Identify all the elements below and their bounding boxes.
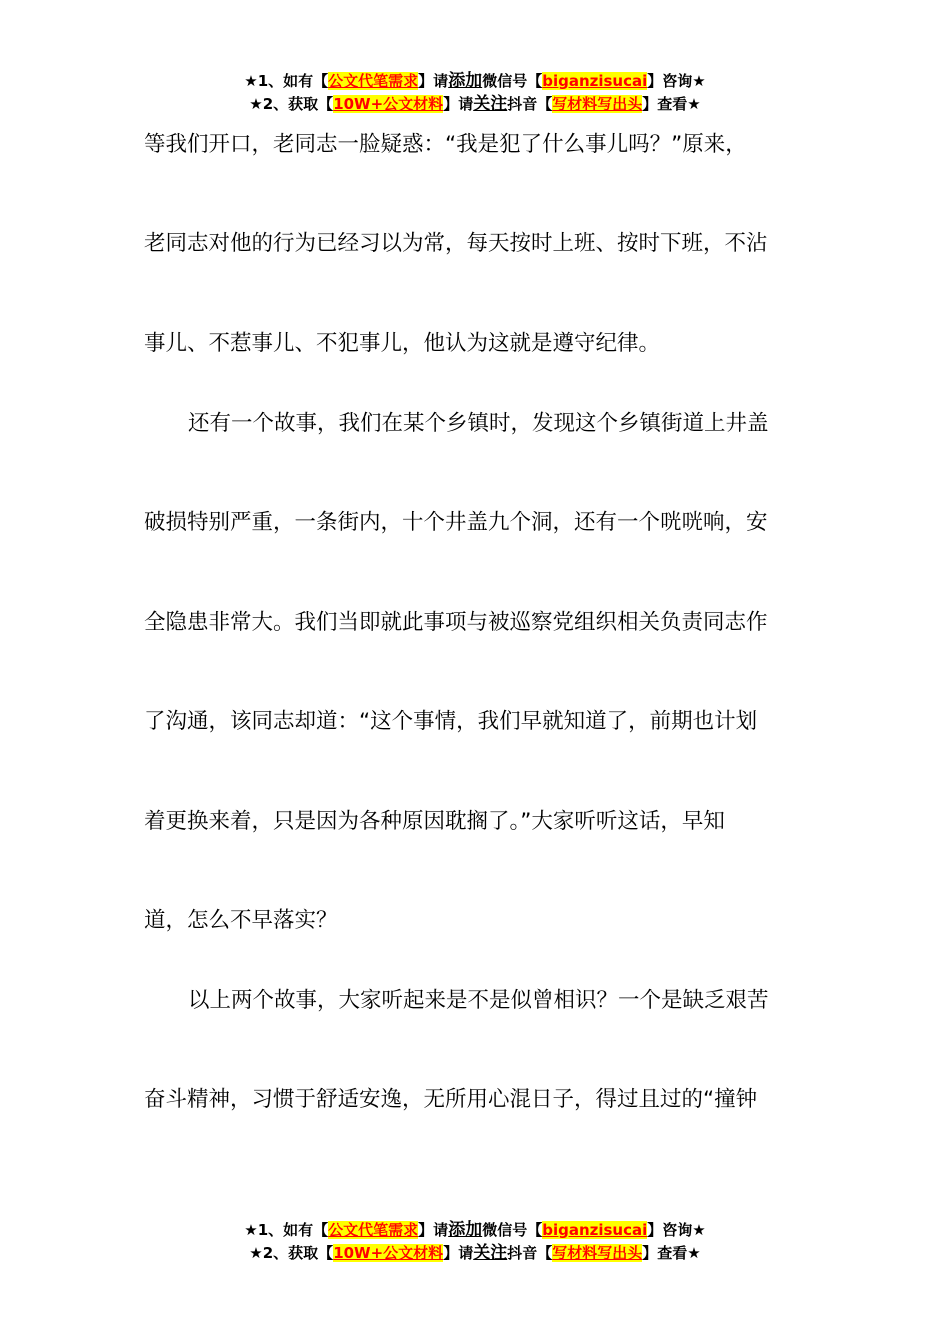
banner-highlight: 公文代笔需求 [328, 72, 419, 90]
text-line: 了沟通，该同志却道：“这个事情，我们早就知道了，前期也计划 [144, 709, 758, 734]
banner-line-1 [0, 1219, 950, 1242]
banner-text: 微信号【 [482, 1221, 543, 1239]
banner-text: ★2、获取【 [249, 95, 334, 113]
text-line: 以上两个故事，大家听起来是不是似曾相识？一个是缺乏艰苦 [188, 988, 769, 1013]
banner-text: 微信号【 [482, 72, 543, 90]
text-line: 老同志对他的行为已经习以为常，每天按时上班、按时下班，不沾 [144, 231, 768, 256]
banner-highlight: 写材料写出头 [552, 95, 643, 113]
banner-text: 】请 [418, 72, 449, 90]
banner-highlight: 公文代笔需求 [328, 1221, 419, 1239]
banner-emphasis: 关注 [473, 94, 508, 114]
banner-text: 抖音【 [507, 95, 553, 113]
text-line: 还有一个故事，我们在某个乡镇时，发现这个乡镇街道上井盖 [188, 411, 769, 436]
banner-highlight: biganzisucai [542, 1221, 648, 1239]
text-line: 破损特别严重，一条街内，十个井盖九个洞，还有一个咣咣响，安 [144, 510, 768, 535]
banner-text: 抖音【 [507, 1244, 553, 1262]
banner-text: ★1、如有【 [244, 72, 329, 90]
banner-text: 】请 [418, 1221, 449, 1239]
banner-highlight: 10W+公文材料 [333, 1244, 444, 1262]
text-line: 事儿、不惹事儿、不犯事儿，他认为这就是遵守纪律。 [144, 331, 661, 356]
banner-highlight: 写材料写出头 [552, 1244, 643, 1262]
header-banner [0, 70, 950, 116]
banner-text: 】咨询★ [647, 1221, 706, 1239]
banner-text: 】请 [443, 95, 474, 113]
footer-banner [0, 1219, 950, 1265]
text-line: 道，怎么不早落实？ [144, 908, 338, 933]
banner-emphasis: 添加 [448, 71, 483, 91]
banner-emphasis: 添加 [448, 1220, 483, 1240]
banner-text: 】请 [443, 1244, 474, 1262]
banner-highlight: biganzisucai [542, 72, 648, 90]
banner-text: ★1、如有【 [244, 1221, 329, 1239]
text-line: 着更换来着，只是因为各种原因耽搁了。”大家听听这话，早知 [144, 809, 725, 834]
banner-text: 】查看★ [642, 95, 701, 113]
banner-emphasis: 关注 [473, 1243, 508, 1263]
text-line: 奋斗精神，习惯于舒适安逸，无所用心混日子，得过且过的“撞钟 [144, 1087, 758, 1112]
banner-line-1 [0, 70, 950, 93]
banner-text: 】咨询★ [647, 72, 706, 90]
banner-text: ★2、获取【 [249, 1244, 334, 1262]
banner-line-2 [0, 93, 950, 116]
text-line: 全隐患非常大。我们当即就此事项与被巡察党组织相关负责同志作 [144, 610, 768, 635]
text-line: 等我们开口，老同志一脸疑惑：“我是犯了什么事儿吗？”原来， [144, 132, 747, 157]
banner-highlight: 10W+公文材料 [333, 95, 444, 113]
banner-line-2 [0, 1242, 950, 1265]
banner-text: 】查看★ [642, 1244, 701, 1262]
